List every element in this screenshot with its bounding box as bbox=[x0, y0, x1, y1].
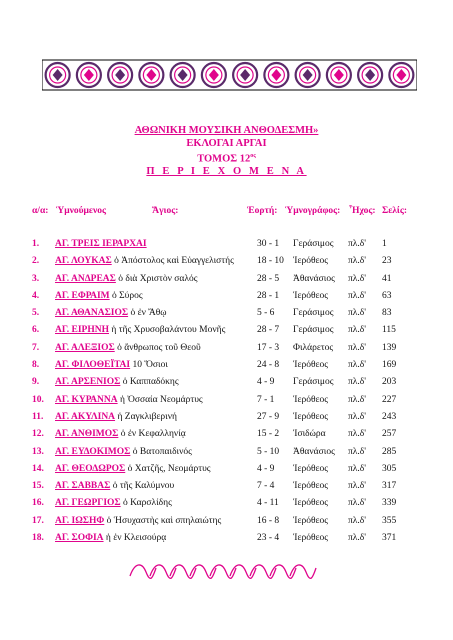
row-saint bbox=[55, 324, 225, 336]
table-row bbox=[0, 428, 453, 445]
row-composer: Ἱερόθεος bbox=[293, 394, 328, 405]
saint-desc: ἡ τῆς Χρυσοβαλάντου Μονῆς bbox=[108, 325, 226, 336]
saint-desc: ὁ τῆς Καλύμνου bbox=[110, 481, 175, 492]
row-echos: πλ.δ' bbox=[348, 515, 366, 526]
table-header bbox=[0, 206, 453, 219]
row-composer: Ἱερόθεος bbox=[293, 256, 328, 267]
row-composer: Φιλάρετος bbox=[293, 342, 334, 353]
row-composer: Ἱερόθεος bbox=[293, 411, 328, 422]
saint-name: ΑΓ. ΙΩΣΗΦ bbox=[55, 515, 105, 526]
row-echos: πλ.δ' bbox=[348, 411, 366, 422]
saint-name: ΑΓ. ΣΟΦΙΑ bbox=[55, 533, 104, 544]
header-date: Ἑορτή: bbox=[247, 206, 278, 216]
row-echos: πλ.δ' bbox=[348, 308, 366, 319]
row-num: 12. bbox=[32, 429, 44, 440]
table-row bbox=[0, 238, 453, 255]
row-date: 27 - 9 bbox=[257, 411, 280, 422]
row-saint bbox=[55, 238, 147, 250]
table-row bbox=[0, 515, 453, 532]
row-page: 371 bbox=[382, 533, 397, 544]
row-echos: πλ.δ' bbox=[348, 394, 366, 405]
saint-desc: ὁ Χατζῆς, Νεομάρτυς bbox=[125, 463, 211, 474]
saint-name: ΑΓ. ΑΝΔΡΕΑΣ bbox=[55, 273, 116, 284]
row-composer: Γεράσιμος bbox=[293, 239, 334, 249]
saint-desc: ὁ Ἀπόστολος καὶ Εὐαγγελιστής bbox=[111, 256, 234, 267]
saint-desc: ὁ Ἡσυχαστὴς καὶ σπηλαιώτης bbox=[104, 515, 222, 526]
saint-desc: ἡ Ζαγκλιβερινή bbox=[115, 411, 177, 422]
ornament-cell bbox=[389, 63, 413, 87]
row-num: 3. bbox=[32, 273, 40, 284]
saint-desc: ὁ Βατοπαιδινός bbox=[130, 446, 192, 457]
row-composer: Ἱερόθεος bbox=[293, 533, 328, 544]
row-echos: πλ.δ' bbox=[348, 360, 366, 371]
row-composer: Ἱερόθεος bbox=[293, 290, 328, 301]
header-hymn: Ὑμνούμενος bbox=[56, 206, 106, 216]
contents-heading: Π Ε Ρ Ι Ε Χ Ο Μ Ε Ν Α bbox=[146, 166, 307, 177]
collection-title: ΑΘΩΝΙΚΗ ΜΟΥΣΙΚΗ ΑΝΘΟΔΕΣΜΗ» bbox=[134, 125, 319, 136]
row-page: 41 bbox=[382, 273, 392, 284]
row-echos: πλ.δ' bbox=[348, 498, 366, 509]
saint-name: ΑΓ. ΚΥΡΑΝΝΑ bbox=[55, 394, 118, 405]
row-num: 16. bbox=[32, 498, 44, 509]
row-composer: Ἀθανάσιος bbox=[293, 446, 335, 457]
saint-name: ΑΓ. ΑΘΑΝΑΣΙΟΣ bbox=[55, 308, 129, 319]
table-row bbox=[0, 480, 453, 497]
saint-desc: ὁ ἐν Ἄθῳ bbox=[128, 308, 167, 319]
selection-subtitle: ΕΚΛΟΓΑΙ ΑΡΓΑΙ bbox=[186, 137, 267, 149]
row-composer: Γεράσιμος bbox=[293, 308, 334, 319]
row-echos: πλ.δ' bbox=[348, 273, 366, 284]
row-page: 23 bbox=[382, 256, 392, 267]
row-page: 257 bbox=[382, 429, 397, 440]
title-block bbox=[0, 125, 453, 179]
row-date: 16 - 8 bbox=[257, 515, 280, 526]
row-num: 15. bbox=[32, 481, 44, 492]
table-row bbox=[0, 342, 453, 359]
table-row bbox=[0, 411, 453, 428]
ornament-cell bbox=[139, 63, 163, 87]
row-page: 169 bbox=[382, 360, 397, 371]
row-page: 203 bbox=[382, 377, 397, 388]
saint-desc: ὁ Καρσλίδης bbox=[120, 498, 172, 509]
volume-label: ΤΟΜΟΣ 12 bbox=[197, 153, 251, 165]
row-date: 28 - 7 bbox=[257, 325, 280, 336]
ornament-cell bbox=[202, 63, 226, 87]
row-composer: Ἱερόθεος bbox=[293, 360, 328, 371]
table-row bbox=[0, 307, 453, 324]
row-num: 18. bbox=[32, 533, 44, 544]
row-page: 227 bbox=[382, 394, 397, 405]
volume-suffix: ος bbox=[250, 153, 256, 159]
ornament-cell bbox=[77, 63, 101, 87]
saint-name: ΑΓ. ΑΚΥΛΙΝΑ bbox=[55, 411, 116, 422]
row-page: 317 bbox=[382, 481, 397, 492]
saint-name: ΑΓ. ΕΦΡΑΙΜ bbox=[55, 290, 110, 301]
saint-name: ΑΓ. ΕΥΔΟΚΙΜΟΣ bbox=[55, 446, 131, 457]
row-date: 30 - 1 bbox=[257, 239, 280, 249]
row-num: 6. bbox=[32, 325, 40, 336]
row-echos: πλ.δ' bbox=[348, 533, 366, 544]
saint-name: ΑΓ. ΤΡΕΙΣ ΙΕΡΑΡΧΑΙ bbox=[55, 239, 147, 249]
ornament-cell bbox=[264, 63, 288, 87]
saint-name: ΑΓ. ΑΛΕΞΙΟΣ bbox=[55, 342, 115, 353]
row-date: 7 - 1 bbox=[257, 394, 275, 405]
header-echos: Ἦχος: bbox=[349, 206, 376, 216]
saint-desc: ἡ Ὀσσαία Νεομάρτυς bbox=[117, 394, 203, 405]
row-page: 305 bbox=[382, 463, 397, 474]
header-num: α/α: bbox=[32, 206, 49, 216]
row-num: 7. bbox=[32, 342, 40, 353]
row-num: 11. bbox=[32, 411, 44, 422]
row-num: 1. bbox=[32, 239, 40, 249]
saint-name: ΑΓ. ΣΑΒΒΑΣ bbox=[55, 481, 111, 492]
row-num: 14. bbox=[32, 463, 44, 474]
row-date: 15 - 2 bbox=[257, 429, 280, 440]
saint-desc: ὁ διὰ Χριστὸν σαλός bbox=[115, 273, 198, 284]
row-echos: πλ.δ' bbox=[348, 342, 366, 353]
row-num: 2. bbox=[32, 256, 40, 267]
saint-name: ΑΓ. ΘΕΟΔΩΡΟΣ bbox=[55, 463, 126, 474]
row-num: 13. bbox=[32, 446, 44, 457]
row-echos: πλ.δ' bbox=[348, 463, 366, 474]
row-echos: πλ.δ' bbox=[348, 256, 366, 267]
table-row bbox=[0, 290, 453, 307]
row-date: 4 - 9 bbox=[257, 463, 275, 474]
row-date: 4 - 11 bbox=[257, 498, 279, 509]
row-echos: πλ.δ' bbox=[348, 429, 366, 440]
row-saint bbox=[55, 359, 168, 371]
table-row bbox=[0, 359, 453, 376]
row-page: 285 bbox=[382, 446, 397, 457]
ornament-cell bbox=[46, 63, 70, 87]
row-page: 83 bbox=[382, 308, 392, 319]
row-saint bbox=[55, 255, 234, 267]
row-saint bbox=[55, 446, 192, 458]
ornament-cell bbox=[296, 63, 320, 87]
row-saint bbox=[55, 376, 179, 388]
row-composer: Ἱερόθεος bbox=[293, 463, 328, 474]
row-composer: Ἀθανάσιος bbox=[293, 273, 335, 284]
row-saint bbox=[55, 480, 174, 492]
top-ornament-border bbox=[42, 56, 417, 94]
header-composer: Ὑμνογράφος: bbox=[285, 206, 341, 216]
row-date: 24 - 8 bbox=[257, 360, 280, 371]
row-num: 5. bbox=[32, 308, 40, 319]
row-saint bbox=[55, 342, 201, 354]
row-saint bbox=[55, 463, 211, 475]
ornament-cell bbox=[233, 63, 257, 87]
row-composer: Ἱερόθεος bbox=[293, 481, 328, 492]
row-date: 7 - 4 bbox=[257, 481, 275, 492]
ornament-cell bbox=[171, 63, 195, 87]
row-echos: πλ.δ' bbox=[348, 481, 366, 492]
row-page: 339 bbox=[382, 498, 397, 509]
row-page: 139 bbox=[382, 342, 397, 353]
row-saint bbox=[55, 273, 198, 285]
row-date: 4 - 9 bbox=[257, 377, 275, 388]
bottom-ornament bbox=[118, 560, 318, 582]
row-page: 355 bbox=[382, 515, 397, 526]
saint-desc: ἡ ἐν Κλεισούρᾳ bbox=[103, 533, 167, 544]
saint-name: ΑΓ. ΛΟΥΚΑΣ bbox=[55, 256, 112, 267]
table-row bbox=[0, 273, 453, 290]
row-composer: Γεράσιμος bbox=[293, 377, 334, 388]
row-saint bbox=[55, 515, 221, 527]
saint-name: ΑΓ. ΓΕΩΡΓΙΟΣ bbox=[55, 498, 121, 509]
ornament-cell bbox=[108, 63, 132, 87]
header-page: Σελίς: bbox=[382, 206, 408, 216]
table-row bbox=[0, 255, 453, 272]
saint-desc: ὁ ἄνθρωπος τοῦ Θεοῦ bbox=[114, 342, 201, 353]
row-echos: πλ.δ' bbox=[348, 290, 366, 301]
row-num: 9. bbox=[32, 377, 40, 388]
table-row bbox=[0, 324, 453, 341]
row-composer: Ἰσιδώρα bbox=[293, 429, 326, 440]
row-composer: Ἱερόθεος bbox=[293, 498, 328, 509]
saint-name: ΑΓ. ΕΙΡΗΝΗ bbox=[55, 325, 109, 336]
row-date: 28 - 1 bbox=[257, 290, 280, 301]
row-date: 18 - 10 bbox=[257, 256, 284, 267]
row-saint bbox=[55, 411, 177, 423]
row-num: 8. bbox=[32, 360, 40, 371]
ornament-cell bbox=[358, 63, 382, 87]
row-saint bbox=[55, 428, 186, 440]
row-saint bbox=[55, 307, 167, 319]
table-row bbox=[0, 463, 453, 480]
header-saint: Ἅγιος: bbox=[152, 206, 179, 216]
ornament-cell bbox=[327, 63, 351, 87]
saint-name: ΑΓ. ΑΝΘΙΜΟΣ bbox=[55, 429, 119, 440]
row-num: 4. bbox=[32, 290, 40, 301]
row-page: 115 bbox=[382, 325, 396, 336]
saint-desc: ὁ Σύρος bbox=[109, 290, 143, 301]
row-page: 243 bbox=[382, 411, 397, 422]
row-page: 63 bbox=[382, 290, 392, 301]
row-echos: πλ.δ' bbox=[348, 446, 366, 457]
saint-desc: ὁ Καππαδόκης bbox=[120, 377, 179, 388]
row-echos: πλ.δ' bbox=[348, 239, 366, 249]
vine-flourish bbox=[290, 565, 316, 578]
row-date: 5 - 6 bbox=[257, 308, 275, 319]
saint-desc: 10 Ὅσιοι bbox=[130, 360, 168, 371]
row-date: 5 - 10 bbox=[257, 446, 280, 457]
row-page: 1 bbox=[382, 239, 387, 249]
table-row bbox=[0, 376, 453, 393]
table-row bbox=[0, 394, 453, 411]
row-saint bbox=[55, 394, 203, 406]
row-num: 10. bbox=[32, 394, 44, 405]
row-echos: πλ.δ' bbox=[348, 325, 366, 336]
row-composer: Ἱερόθεος bbox=[293, 515, 328, 526]
table-row bbox=[0, 446, 453, 463]
row-saint bbox=[55, 290, 143, 302]
row-echos: πλ.δ' bbox=[348, 377, 366, 388]
row-saint bbox=[55, 497, 172, 509]
row-date: 28 - 5 bbox=[257, 273, 280, 284]
row-num: 17. bbox=[32, 515, 44, 526]
table-row bbox=[0, 532, 453, 549]
contents-table bbox=[0, 238, 453, 549]
saint-name: ΑΓ. ΦΙΛΟΘΕΪΤΑΙ bbox=[55, 360, 131, 371]
row-saint bbox=[55, 532, 166, 544]
saint-name: ΑΓ. ΑΡΣΕΝΙΟΣ bbox=[55, 377, 121, 388]
volume-title bbox=[0, 150, 453, 166]
row-date: 17 - 3 bbox=[257, 342, 280, 353]
table-row bbox=[0, 497, 453, 514]
row-composer: Γεράσιμος bbox=[293, 325, 334, 336]
row-date: 23 - 4 bbox=[257, 533, 280, 544]
saint-desc: ὁ ἐν Κεφαλληνίᾳ bbox=[118, 429, 186, 440]
